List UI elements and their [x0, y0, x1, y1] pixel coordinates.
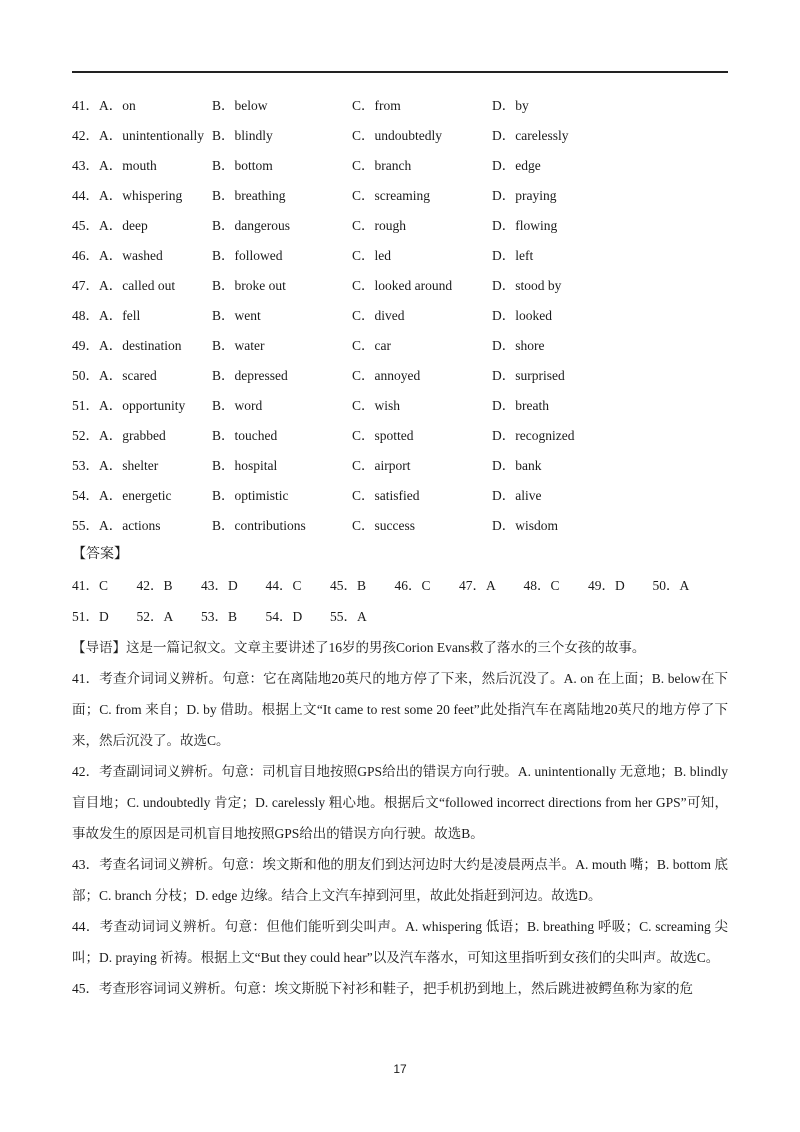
option-b: B．word	[212, 398, 263, 413]
option-c: C．satisfied	[352, 488, 420, 503]
option-b: B．bottom	[212, 158, 273, 173]
option-a: A．deep	[99, 218, 148, 233]
option-c: C．annoyed	[352, 368, 421, 383]
option-a: A．actions	[99, 518, 161, 533]
answer-section	[72, 540, 728, 1004]
answer-item: 52．A	[136, 609, 174, 624]
option-b: B．depressed	[212, 368, 288, 383]
question-num: 51．	[72, 398, 99, 413]
question-number	[72, 214, 148, 238]
option-d: D．wisdom	[492, 518, 559, 533]
answer-item: 43．D	[201, 578, 238, 593]
question-number	[72, 94, 136, 118]
option-c: C．car	[352, 338, 391, 353]
explanation-paragraph: 44．考查动词词义辨析。句意：但他们能听到尖叫声。A. whispering 低语；B. breathing 呼吸；C. screaming 尖叫；D. praying 祈祷。根据上文“But they could hear”以及汽车落水，可知这里指听到女孩们的尖叫声。故选C。	[72, 919, 728, 965]
option-c: C．dived	[352, 308, 405, 323]
question-number	[72, 124, 204, 148]
answer-item: 49．D	[588, 578, 625, 593]
option-c: C．screaming	[352, 188, 430, 203]
option-d: D．recognized	[492, 428, 575, 443]
option-d: D．flowing	[492, 218, 558, 233]
explanation-paragraph: 45．考查形容词词义辨析。句意：埃文斯脱下衬衫和鞋子，把手机扔到地上，然后跳进被鳄鱼称为家的危	[72, 981, 693, 996]
option-row	[72, 184, 728, 214]
option-a: A．unintentionally	[99, 128, 204, 143]
option-a: A．whispering	[99, 188, 183, 203]
answer-item: 41．C	[72, 578, 109, 593]
explanation-paragraph: 41．考查介词词义辨析。句意：它在离陆地20英尺的地方停了下来，然后沉没了。A. on 在上面；B. below在下面；C. from 来自；D. by 借助。根据上文“It came to rest some 20 feet”此处指汽车在离陆地20英尺的地方停了下来，然后沉没了。故选C。	[72, 671, 728, 748]
option-b: B．breathing	[212, 188, 286, 203]
question-number	[72, 514, 161, 538]
question-num: 42．	[72, 128, 99, 143]
option-d: D．left	[492, 248, 534, 263]
option-row	[72, 484, 728, 514]
option-b: B．optimistic	[212, 488, 289, 503]
option-b: B．contributions	[212, 518, 306, 533]
question-num: 47．	[72, 278, 99, 293]
question-number	[72, 274, 175, 298]
option-row	[72, 454, 728, 484]
option-a: A．mouth	[99, 158, 157, 173]
option-row	[72, 394, 728, 424]
option-d: D．looked	[492, 308, 552, 323]
option-b: B．went	[212, 308, 261, 323]
answer-item: 51．D	[72, 609, 109, 624]
option-a: A．grabbed	[99, 428, 166, 443]
question-number	[72, 484, 171, 508]
option-a: A．opportunity	[99, 398, 186, 413]
option-b: B．followed	[212, 248, 283, 263]
answer-item: 42．B	[136, 578, 173, 593]
option-a: A．on	[99, 98, 136, 113]
answer-item: 48．C	[523, 578, 560, 593]
option-d: D．alive	[492, 488, 542, 503]
options-list	[72, 94, 728, 544]
question-number	[72, 244, 163, 268]
option-row	[72, 244, 728, 274]
question-num: 46．	[72, 248, 99, 263]
answer-item: 54．D	[265, 609, 303, 624]
explanation-paragraph: 42．考查副词词义辨析。句意：司机盲目地按照GPS给出的错误方向行驶。A. unintentionally 无意地；B. blindly 盲目地；C. undoubtedly 肯定；D. carelessly 粗心地。根据后文“followed incorrect directions from her GPS”可知，事故发生的原因是司机盲目地按照GPS给出的错误方向行驶。故选B。	[72, 764, 728, 841]
option-a: A．shelter	[99, 458, 159, 473]
option-c: C．airport	[352, 458, 411, 473]
option-d: D．edge	[492, 158, 541, 173]
question-number	[72, 334, 182, 358]
option-c: C．from	[352, 98, 401, 113]
question-number	[72, 184, 182, 208]
option-a: A．called out	[99, 278, 176, 293]
option-a: A．destination	[99, 338, 182, 353]
option-d: D．stood by	[492, 278, 562, 293]
option-c: C．looked around	[352, 278, 453, 293]
option-c: C．success	[352, 518, 415, 533]
question-num: 50．	[72, 368, 99, 383]
question-number	[72, 364, 157, 388]
question-num: 55．	[72, 518, 99, 533]
option-c: C．rough	[352, 218, 406, 233]
option-b: B．blindly	[212, 128, 273, 143]
answer-item: 53．B	[201, 609, 238, 624]
question-num: 52．	[72, 428, 99, 443]
question-num: 43．	[72, 158, 99, 173]
option-c: C．branch	[352, 158, 412, 173]
option-d: D．breath	[492, 398, 549, 413]
question-number	[72, 424, 166, 448]
option-b: B．dangerous	[212, 218, 290, 233]
option-b: B．water	[212, 338, 265, 353]
option-a: A．energetic	[99, 488, 172, 503]
answer-item: 47．A	[459, 578, 496, 593]
option-b: B．touched	[212, 428, 278, 443]
answer-key	[72, 570, 728, 632]
question-num: 49．	[72, 338, 99, 353]
option-d: D．bank	[492, 458, 542, 473]
option-row	[72, 274, 728, 304]
answer-row	[72, 570, 728, 601]
option-row	[72, 124, 728, 154]
option-row	[72, 214, 728, 244]
answer-row	[72, 601, 728, 632]
option-a: A．washed	[99, 248, 163, 263]
question-num: 53．	[72, 458, 99, 473]
option-b: B．below	[212, 98, 268, 113]
answer-item: 45．B	[330, 578, 367, 593]
question-number	[72, 154, 157, 178]
question-num: 48．	[72, 308, 99, 323]
question-num: 41．	[72, 98, 99, 113]
question-number	[72, 304, 140, 328]
answer-item: 50．A	[652, 578, 690, 593]
option-b: B．broke out	[212, 278, 286, 293]
option-c: C．wish	[352, 398, 401, 413]
explanation-paragraph: 43．考查名词词义辨析。句意：埃文斯和他的朋友们到达河边时大约是凌晨两点半。A. mouth 嘴；B. bottom 底部；C. branch 分枝；D. edge 边缘。结合上文汽车掉到河里，故此处指赶到河边。故选D。	[72, 857, 728, 903]
intro-paragraph: 【导语】这是一篇记叙文。文章主要讲述了16岁的男孩Corion Evans救了落水的三个女孩的故事。	[72, 640, 646, 655]
answer-item: 55．A	[330, 609, 367, 624]
option-a: A．fell	[99, 308, 141, 323]
option-d: D．by	[492, 98, 529, 113]
question-num: 54．	[72, 488, 99, 503]
option-b: B．hospital	[212, 458, 278, 473]
question-num: 44．	[72, 188, 99, 203]
answer-heading: 【答案】	[72, 547, 128, 562]
option-row	[72, 334, 728, 364]
answer-item: 44．C	[265, 578, 302, 593]
option-d: D．surprised	[492, 368, 565, 383]
option-d: D．praying	[492, 188, 557, 203]
answer-item: 46．C	[394, 578, 431, 593]
option-d: D．shore	[492, 338, 545, 353]
header-rule	[72, 71, 728, 73]
option-c: C．spotted	[352, 428, 414, 443]
option-row	[72, 304, 728, 334]
option-row	[72, 94, 728, 124]
option-row	[72, 424, 728, 454]
page-number: 17	[393, 1062, 407, 1076]
option-d: D．carelessly	[492, 128, 569, 143]
option-row	[72, 154, 728, 184]
option-row	[72, 364, 728, 394]
option-c: C．undoubtedly	[352, 128, 442, 143]
question-number	[72, 394, 185, 418]
explanations	[72, 632, 728, 1004]
option-c: C．led	[352, 248, 391, 263]
option-a: A．scared	[99, 368, 157, 383]
question-number	[72, 454, 158, 478]
question-num: 45．	[72, 218, 99, 233]
